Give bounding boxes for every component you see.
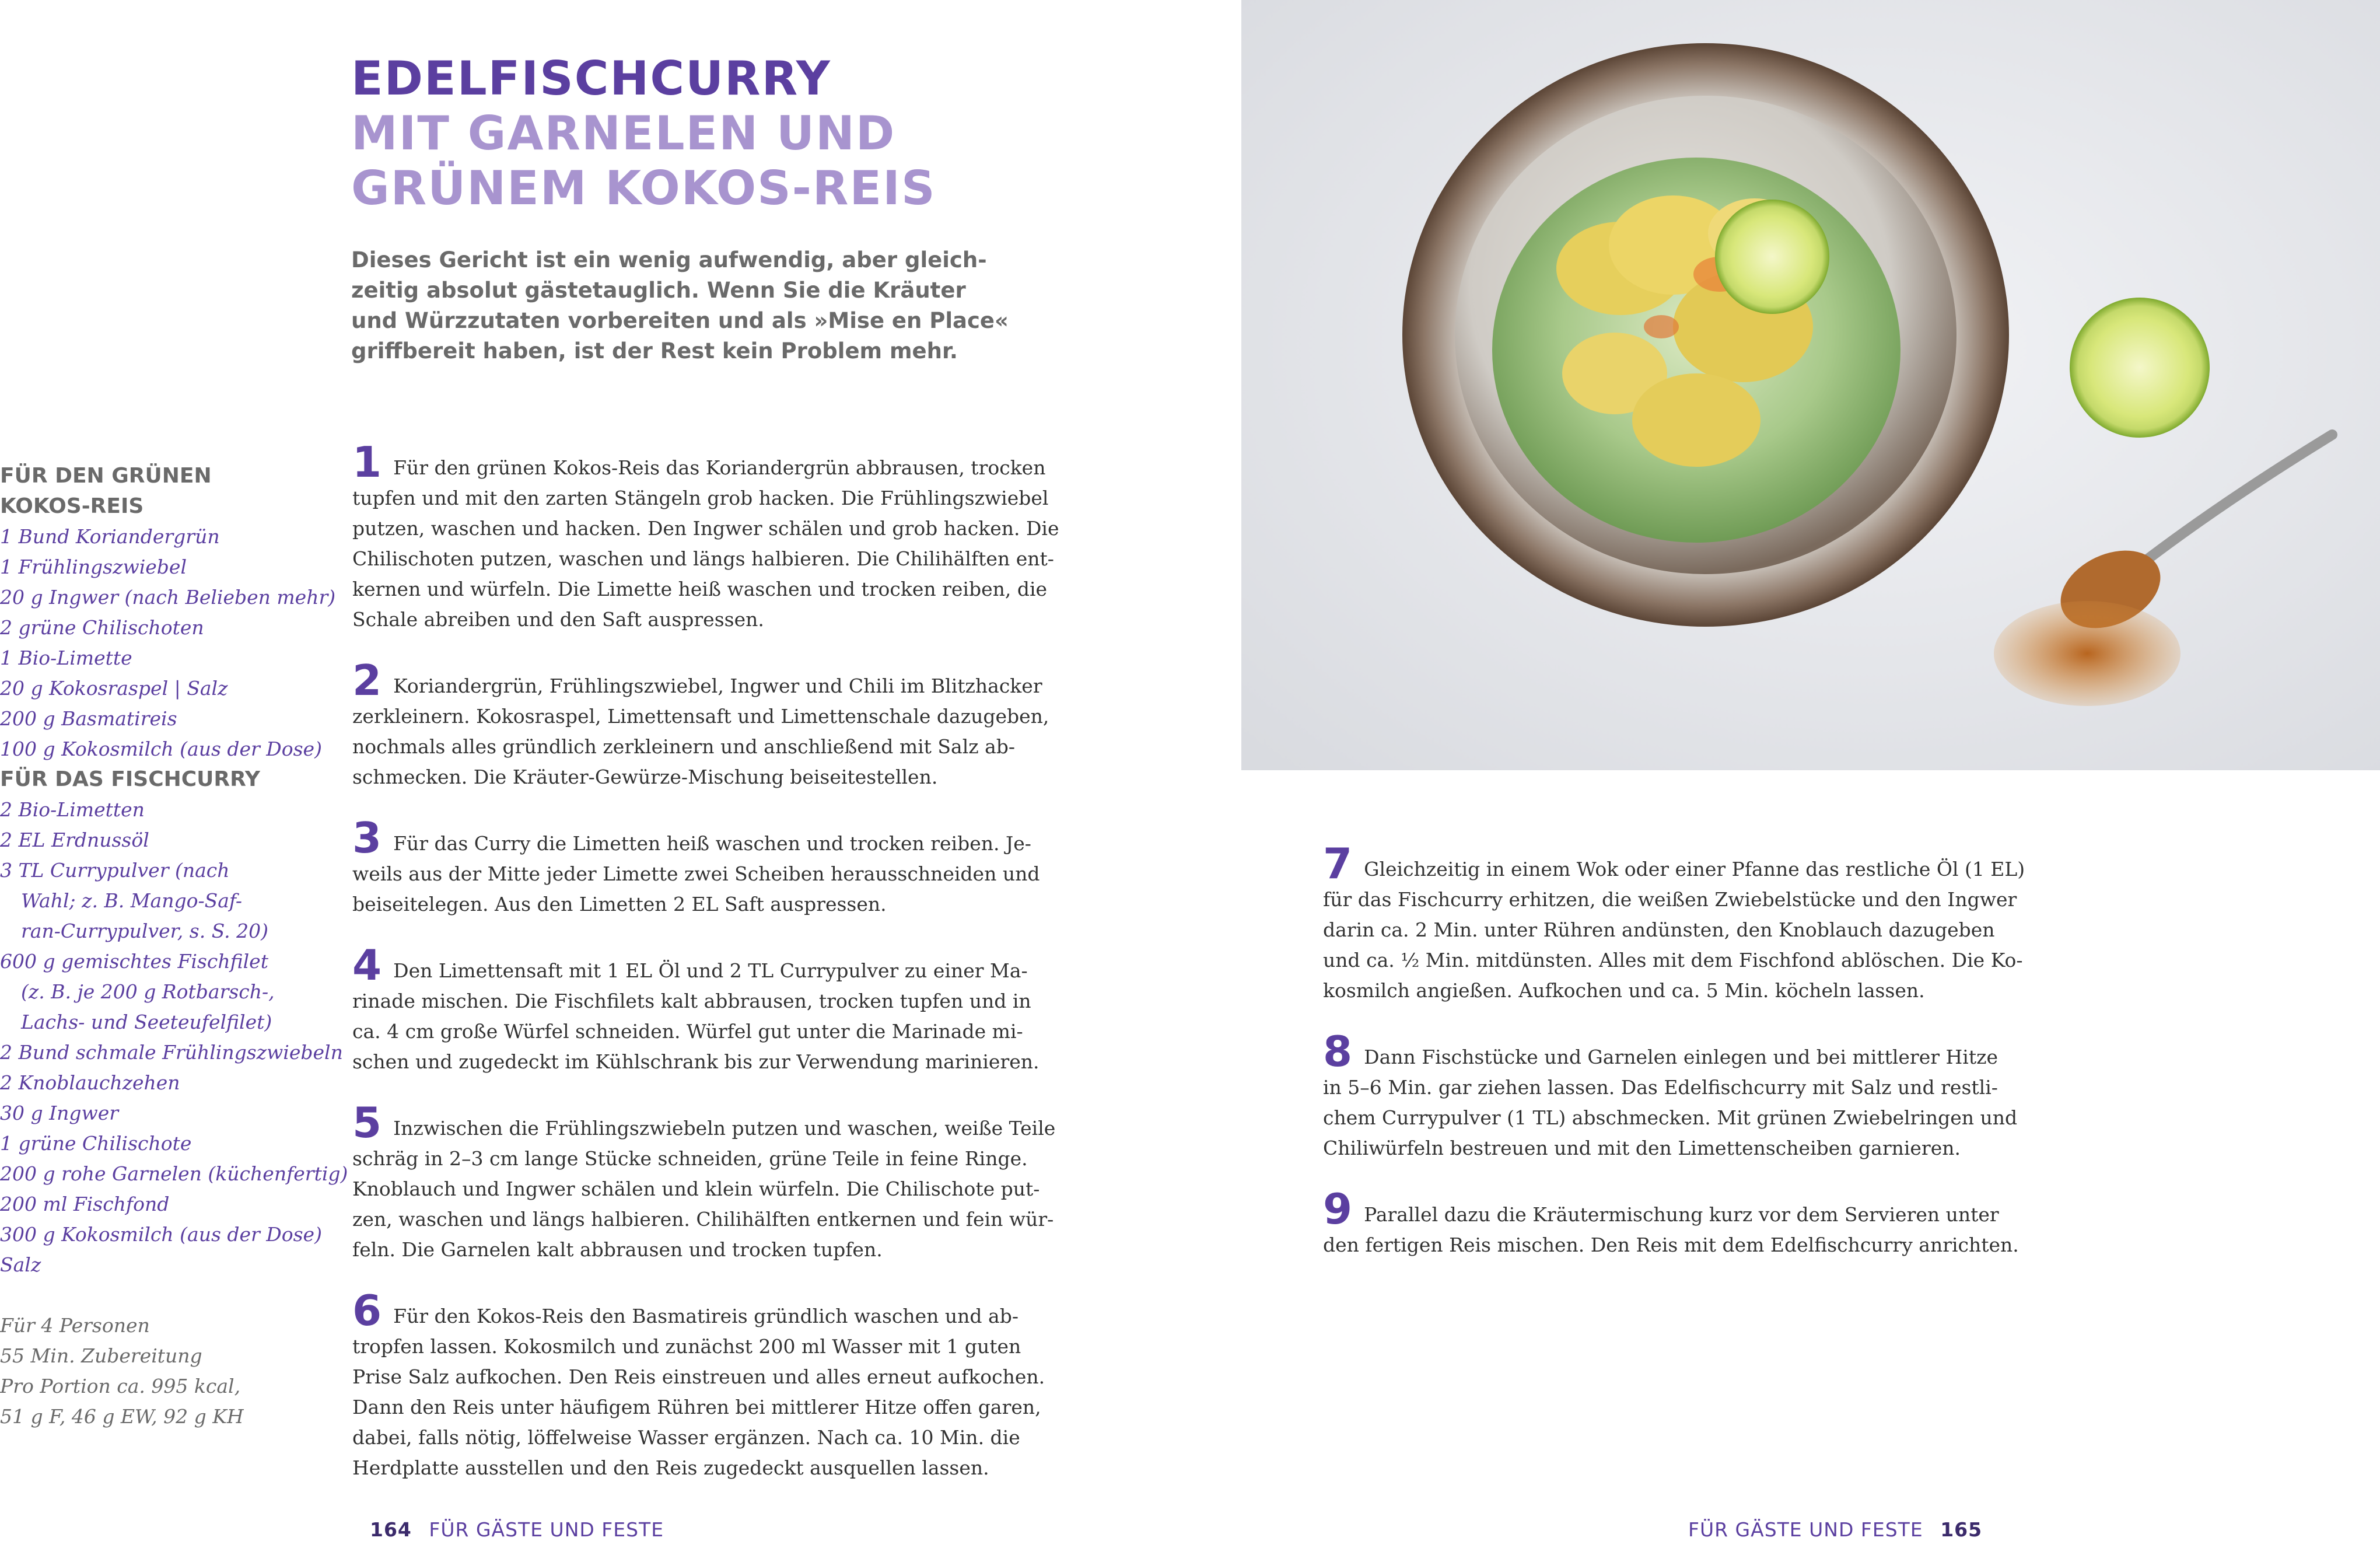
page-number-left: 164 [370,1518,412,1541]
step-line: Parallel dazu die Kräutermischung kurz vor dem Servieren unter [1364,1203,1999,1226]
ingredient-item: 200 g rohe Garnelen (küchenfertig) [0,1162,348,1185]
ingredients-column [0,461,348,1432]
intro-line: und Würzzutaten vorbereiten und als »Mise en Place« [351,308,1009,333]
ingredient-item: 1 Bund Koriandergrün [0,525,220,548]
step-line: Prise Salz aufkochen. Den Reis einstreuen und alles erneut aufkochen. [352,1365,1045,1388]
step-number: 5 [352,1098,382,1147]
step-line: Inzwischen die Frühlingszwiebeln putzen und waschen, weiße Teile [393,1117,1056,1140]
step-line: weils aus der Mitte jeder Limette zwei Scheiben herausschneiden und [352,862,1040,885]
dish-photo [1241,0,2380,770]
step-line: für das Fischcurry erhitzen, die weißen Zwiebelstücke und den Ingwer [1323,888,2017,911]
ingredient-item: 1 Frühlingszwiebel [0,555,187,578]
step-line: Chiliwürfeln bestreuen und mit den Limettenscheiben garnieren. [1323,1137,1961,1159]
step-number: 9 [1323,1184,1353,1234]
ingredient-item: 30 g Ingwer [0,1102,119,1124]
ingredient-item: 200 g Basmatireis [0,707,177,730]
step-line: schmecken. Die Kräuter-Gewürze-Mischung beiseitestellen. [352,766,938,788]
ingredient-item: ran-Currypulver, s. S. 20) [21,920,268,942]
ingredient-item: Wahl; z. B. Mango-Saf- [21,889,243,912]
step-line: tupfen und mit den zarten Stängeln grob hacken. Die Frühlingszwiebel [352,487,1049,509]
step-line: Für den Kokos-Reis den Basmatireis gründlich waschen und ab- [393,1305,1019,1327]
step-line: Gleichzeitig in einem Wok oder einer Pfanne das restliche Öl (1 EL) [1364,858,2025,880]
ingredient-item: 3 TL Currypulver (nach [0,859,230,882]
step-8 [1323,1027,2018,1163]
step-number: 3 [352,813,382,862]
step-line: feln. Die Garnelen kalt abbrausen und trocken tupfen. [352,1238,883,1261]
intro-line: zeitig absolut gästetauglich. Wenn Sie die Kräuter [351,278,966,303]
ingredient-item: 1 grüne Chilischote [0,1132,192,1155]
rice-heading: KOKOS-REIS [0,494,144,518]
step-line: Dann den Reis unter häufigem Rühren bei mittlerer Hitze offen garen, [352,1396,1041,1418]
step-line: darin ca. 2 Min. unter Rühren andünsten, den Knoblauch dazugeben [1323,918,1995,941]
step-line: chem Currypulver (1 TL) abschmecken. Mit grünen Zwiebelringen und [1323,1106,2018,1129]
step-line: zen, waschen und längs halbieren. Chilihälften entkernen und fein wür- [352,1208,1054,1231]
ingredient-item: 100 g Kokosmilch (aus der Dose) [0,738,322,760]
step-line: Dann Fischstücke und Garnelen einlegen und bei mittlerer Hitze [1364,1046,1999,1068]
ingredient-item: 2 EL Erdnussöl [0,829,149,851]
step-number: 2 [352,656,382,705]
ingredient-item: 20 g Ingwer (nach Belieben mehr) [0,586,336,609]
ingredient-item: Lachs- und Seeteufelfilet) [21,1011,272,1033]
title-line-2: MIT GARNELEN UND [351,106,896,160]
intro-line: Dieses Gericht ist ein wenig aufwendig, aber gleich- [351,247,987,272]
step-line: Knoblauch und Ingwer schälen und klein würfeln. Die Chilischote put- [352,1177,1040,1200]
step-line: rinade mischen. Die Fischfilets kalt abbrausen, trocken tupfen und in [352,990,1031,1012]
nutrition-info: Pro Portion ca. 995 kcal, [0,1375,241,1397]
step-line: tropfen lassen. Kokosmilch und zunächst 200 ml Wasser mit 1 guten [352,1335,1021,1358]
intro-line: griffbereit haben, ist der Rest kein Problem mehr. [351,338,958,364]
ingredient-item: 2 Bund schmale Frühlingszwiebeln [0,1041,343,1064]
ingredient-item: (z. B. je 200 g Rotbarsch-, [21,980,275,1003]
footer-right [1688,1518,1982,1541]
step-line: Für das Curry die Limetten heiß waschen und trocken reiben. Je- [393,832,1031,855]
step-line: Herdplatte ausstellen und den Reis zugedeckt ausquellen lassen. [352,1456,989,1479]
step-line: schräg in 2–3 cm lange Stücke schneiden, grüne Teile in feine Ringe. [352,1147,1028,1170]
step-line: Koriandergrün, Frühlingszwiebel, Ingwer und Chili im Blitzhacker [393,675,1042,697]
rice-heading: FÜR DEN GRÜNEN [0,464,212,488]
title-line-3: GRÜNEM KOKOS-REIS [351,161,936,215]
ingredient-item: 1 Bio-Limette [0,647,132,669]
nutrition-info: 51 g F, 46 g EW, 92 g KH [0,1405,244,1428]
steps-column-right [1323,839,2025,1291]
ingredient-item: 2 Knoblauchzehen [0,1071,180,1094]
step-line: beiseitelegen. Aus den Limetten 2 EL Saft auspressen. [352,893,887,915]
title-line-1: EDELFISCHCURRY [351,51,831,106]
step-line: Chilischoten putzen, waschen und längs halbieren. Die Chilihälften ent- [352,547,1054,570]
curry-heading: FÜR DAS FISCHCURRY [0,767,260,791]
ingredient-item: 300 g Kokosmilch (aus der Dose) [0,1223,322,1246]
step-line: in 5–6 Min. gar ziehen lassen. Das Edelfischcurry mit Salz und restli- [1323,1076,1998,1099]
step-line: dabei, falls nötig, löffelweise Wasser ergänzen. Nach ca. 10 Min. die [352,1426,1020,1449]
step-9 [1323,1184,2019,1260]
servings-info: Für 4 Personen [0,1314,150,1337]
step-7 [1323,839,2025,1006]
step-line: zerkleinern. Kokosraspel, Limettensaft und Limettenschale dazugeben, [352,705,1049,728]
step-line: und ca. ½ Min. mitdünsten. Alles mit dem Fischfond ablöschen. Die Ko- [1323,949,2023,972]
step-1 [352,438,1059,635]
ingredient-item: 2 grüne Chilischoten [0,616,204,639]
step-line: nochmals alles gründlich zerkleinern und anschließend mit Salz ab- [352,735,1016,758]
step-6 [352,1286,1045,1483]
step-2 [352,656,1049,792]
steps-column-left [352,438,1059,1514]
step-4 [352,941,1040,1077]
ingredient-item: 20 g Kokosraspel | Salz [0,677,228,700]
step-line: kosmilch angießen. Aufkochen und ca. 5 Min. köcheln lassen. [1323,979,1925,1002]
step-number: 1 [352,438,382,487]
step-line: schen und zugedeckt im Kühlschrank bis zur Verwendung marinieren. [352,1050,1040,1073]
ingredient-item: 200 ml Fischfond [0,1193,170,1215]
step-line: ca. 4 cm große Würfel schneiden. Würfel gut unter die Marinade mi- [352,1020,1023,1043]
step-line: Schale abreiben und den Saft auspressen. [352,608,764,631]
step-line: kernen und würfeln. Die Limette heiß waschen und trocken reiben, die [352,578,1048,600]
footer-left [370,1518,664,1541]
step-line: den fertigen Reis mischen. Den Reis mit dem Edelfischcurry anrichten. [1323,1234,2019,1256]
step-3 [352,813,1040,920]
step-number: 6 [352,1286,382,1335]
ingredient-item: 600 g gemischtes Fischfilet [0,950,268,973]
recipe-title [351,51,1284,216]
step-5 [352,1098,1056,1265]
step-line: putzen, waschen und hacken. Den Ingwer schälen und grob hacken. Die [352,517,1059,540]
ingredient-item: Salz [0,1253,41,1276]
step-line: Den Limettensaft mit 1 EL Öl und 2 TL Currypulver zu einer Ma- [393,959,1028,982]
step-number: 8 [1323,1027,1353,1076]
step-line: Für den grünen Kokos-Reis das Koriandergrün abbrausen, trocken [393,456,1046,479]
step-number: 4 [352,941,382,990]
page-number-right: 165 [1940,1518,1983,1541]
ingredient-item: 2 Bio-Limetten [0,798,145,821]
intro-text [351,245,1009,366]
section-name-right: FÜR GÄSTE UND FESTE [1688,1518,1923,1541]
step-number: 7 [1323,839,1353,888]
time-info: 55 Min. Zubereitung [0,1344,202,1367]
section-name-left: FÜR GÄSTE UND FESTE [429,1518,664,1541]
